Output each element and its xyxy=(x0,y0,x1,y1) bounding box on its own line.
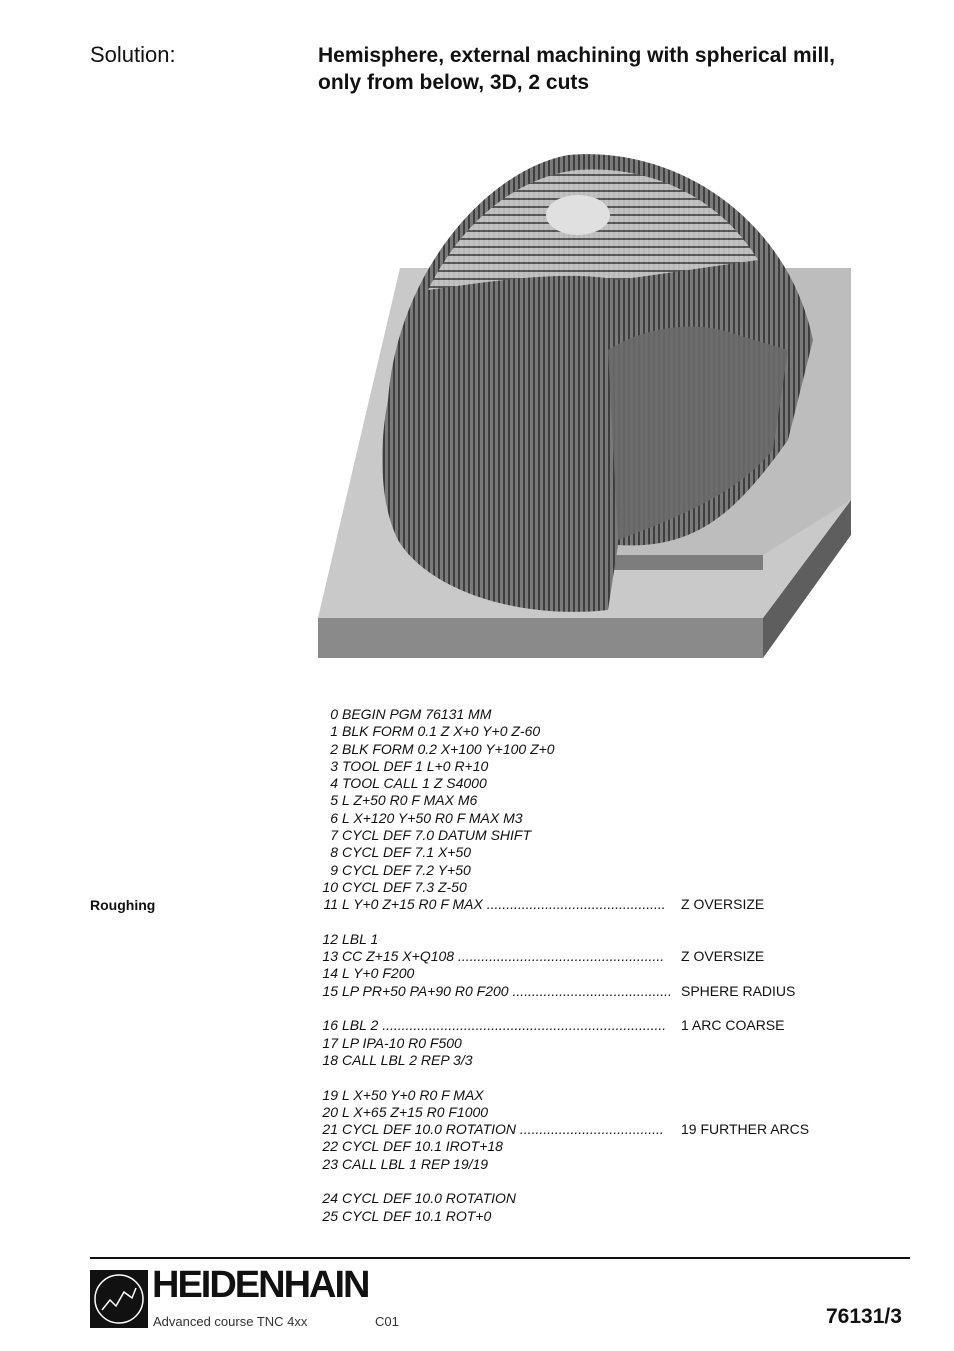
program-gap xyxy=(318,1000,878,1017)
program-line xyxy=(318,1190,878,1207)
line-code: CYCL DEF 7.1 X+50 xyxy=(342,844,472,861)
program-line xyxy=(318,827,878,844)
line-number: 4 xyxy=(330,775,338,792)
line-comment: Z OVERSIZE xyxy=(681,896,765,913)
page-number: 76131/3 xyxy=(826,1305,902,1328)
line-comment: 19 FURTHER ARCS xyxy=(681,1121,810,1138)
program-gap xyxy=(318,1069,878,1086)
hemisphere-pole xyxy=(546,195,610,235)
program-line xyxy=(318,879,878,896)
line-number: 24 xyxy=(322,1190,338,1207)
line-code: LBL 2 ......................................................................... xyxy=(342,1017,667,1034)
line-code: CYCL DEF 10.0 ROTATION xyxy=(342,1190,517,1207)
line-code: CALL LBL 1 REP 19/19 xyxy=(342,1155,489,1172)
line-number: 14 xyxy=(322,965,338,982)
program-line xyxy=(318,844,878,861)
footer-rule xyxy=(90,1257,910,1259)
program-line xyxy=(318,931,878,948)
program-line xyxy=(318,1104,878,1121)
line-code: CYCL DEF 7.2 Y+50 xyxy=(342,861,471,878)
line-code: CC Z+15 X+Q108 ..................................................... xyxy=(342,948,665,965)
program-line xyxy=(318,1208,878,1225)
line-code: CALL LBL 2 REP 3/3 xyxy=(342,1051,473,1068)
nc-program-listing xyxy=(318,706,878,1225)
line-number: 23 xyxy=(322,1155,338,1172)
program-line xyxy=(318,862,878,879)
line-code: CYCL DEF 10.1 IROT+18 xyxy=(342,1138,503,1155)
program-line xyxy=(318,1052,878,1069)
line-comment: 1 ARC COARSE xyxy=(681,1017,785,1034)
line-number: 10 xyxy=(322,878,338,895)
line-code: L X+50 Y+0 R0 F MAX xyxy=(342,1086,484,1103)
line-number: 18 xyxy=(322,1051,338,1068)
heidenhain-logo-icon xyxy=(90,1270,148,1328)
line-number: 15 xyxy=(322,982,338,999)
line-code: L Y+0 Z+15 R0 F MAX .............................................. xyxy=(342,896,666,913)
line-code: LP PR+50 PA+90 R0 F200 ......................................... xyxy=(342,982,672,999)
program-gap xyxy=(318,1173,878,1190)
line-number: 9 xyxy=(330,861,338,878)
line-number: 0 xyxy=(330,706,338,722)
program-line xyxy=(318,741,878,758)
line-code: LBL 1 xyxy=(342,930,379,947)
program-line xyxy=(318,1156,878,1173)
program-line xyxy=(318,792,878,809)
line-number: 6 xyxy=(330,809,338,826)
line-code: CYCL DEF 10.0 ROTATION ..................................... xyxy=(342,1121,664,1138)
line-code: TOOL DEF 1 L+0 R+10 xyxy=(342,757,489,774)
brand-name: HEIDENHAIN xyxy=(152,1264,369,1306)
program-line xyxy=(318,983,878,1000)
line-code: CYCL DEF 7.3 Z-50 xyxy=(342,878,467,895)
line-number: 16 xyxy=(322,1017,338,1034)
line-code: BEGIN PGM 76131 MM xyxy=(342,706,492,722)
line-number: 19 xyxy=(322,1086,338,1103)
solution-label: Solution: xyxy=(90,42,176,67)
page-title xyxy=(318,42,918,96)
course-name: Advanced course TNC 4xx xyxy=(153,1314,308,1329)
line-number: 2 xyxy=(330,740,338,757)
line-code: LP IPA-10 R0 F500 xyxy=(342,1034,462,1051)
line-number: 1 xyxy=(330,723,338,740)
program-line xyxy=(318,723,878,740)
program-line xyxy=(318,1121,878,1138)
program-line xyxy=(318,896,878,913)
line-number: 22 xyxy=(322,1138,338,1155)
line-code: L Y+0 F200 xyxy=(342,965,415,982)
line-code: L Z+50 R0 F MAX M6 xyxy=(342,792,478,809)
program-line xyxy=(318,1017,878,1034)
program-line xyxy=(318,965,878,982)
line-code: BLK FORM 0.2 X+100 Y+100 Z+0 xyxy=(342,740,555,757)
line-number: 20 xyxy=(322,1103,338,1120)
line-number: 3 xyxy=(330,757,338,774)
line-comment: Z OVERSIZE xyxy=(681,948,765,965)
block-front-face xyxy=(318,618,763,658)
program-line xyxy=(318,948,878,965)
line-number: 17 xyxy=(322,1034,338,1051)
raised-step-side xyxy=(598,555,763,570)
program-line xyxy=(318,1087,878,1104)
course-code: C01 xyxy=(375,1314,399,1329)
hemisphere-machining-illustration xyxy=(318,150,853,665)
program-line xyxy=(318,758,878,775)
line-number: 13 xyxy=(322,948,338,965)
line-code: BLK FORM 0.1 Z X+0 Y+0 Z-60 xyxy=(342,723,541,740)
line-number: 8 xyxy=(330,844,338,861)
program-line xyxy=(318,1035,878,1052)
line-number: 12 xyxy=(322,930,338,947)
line-code: CYCL DEF 10.1 ROT+0 xyxy=(342,1207,492,1224)
line-number: 11 xyxy=(323,896,338,913)
section-label-roughing: Roughing xyxy=(90,897,156,913)
program-line xyxy=(318,706,878,723)
line-number: 25 xyxy=(322,1207,338,1224)
program-line xyxy=(318,775,878,792)
line-code: L X+120 Y+50 R0 F MAX M3 xyxy=(342,809,523,826)
line-number: 21 xyxy=(322,1121,338,1138)
line-code: CYCL DEF 7.0 DATUM SHIFT xyxy=(342,827,532,844)
line-code: TOOL CALL 1 Z S4000 xyxy=(342,775,487,792)
line-number: 5 xyxy=(330,792,338,809)
line-number: 7 xyxy=(330,827,338,844)
program-gap xyxy=(318,914,878,931)
page-title-line-2: only from below, 3D, 2 cuts xyxy=(318,71,590,94)
program-line xyxy=(318,810,878,827)
line-comment: SPHERE RADIUS xyxy=(681,982,796,999)
page-title-line-1: Hemisphere, external machining with spherical mill, xyxy=(318,44,835,67)
program-line xyxy=(318,1138,878,1155)
line-code: L X+65 Z+15 R0 F1000 xyxy=(342,1103,489,1120)
